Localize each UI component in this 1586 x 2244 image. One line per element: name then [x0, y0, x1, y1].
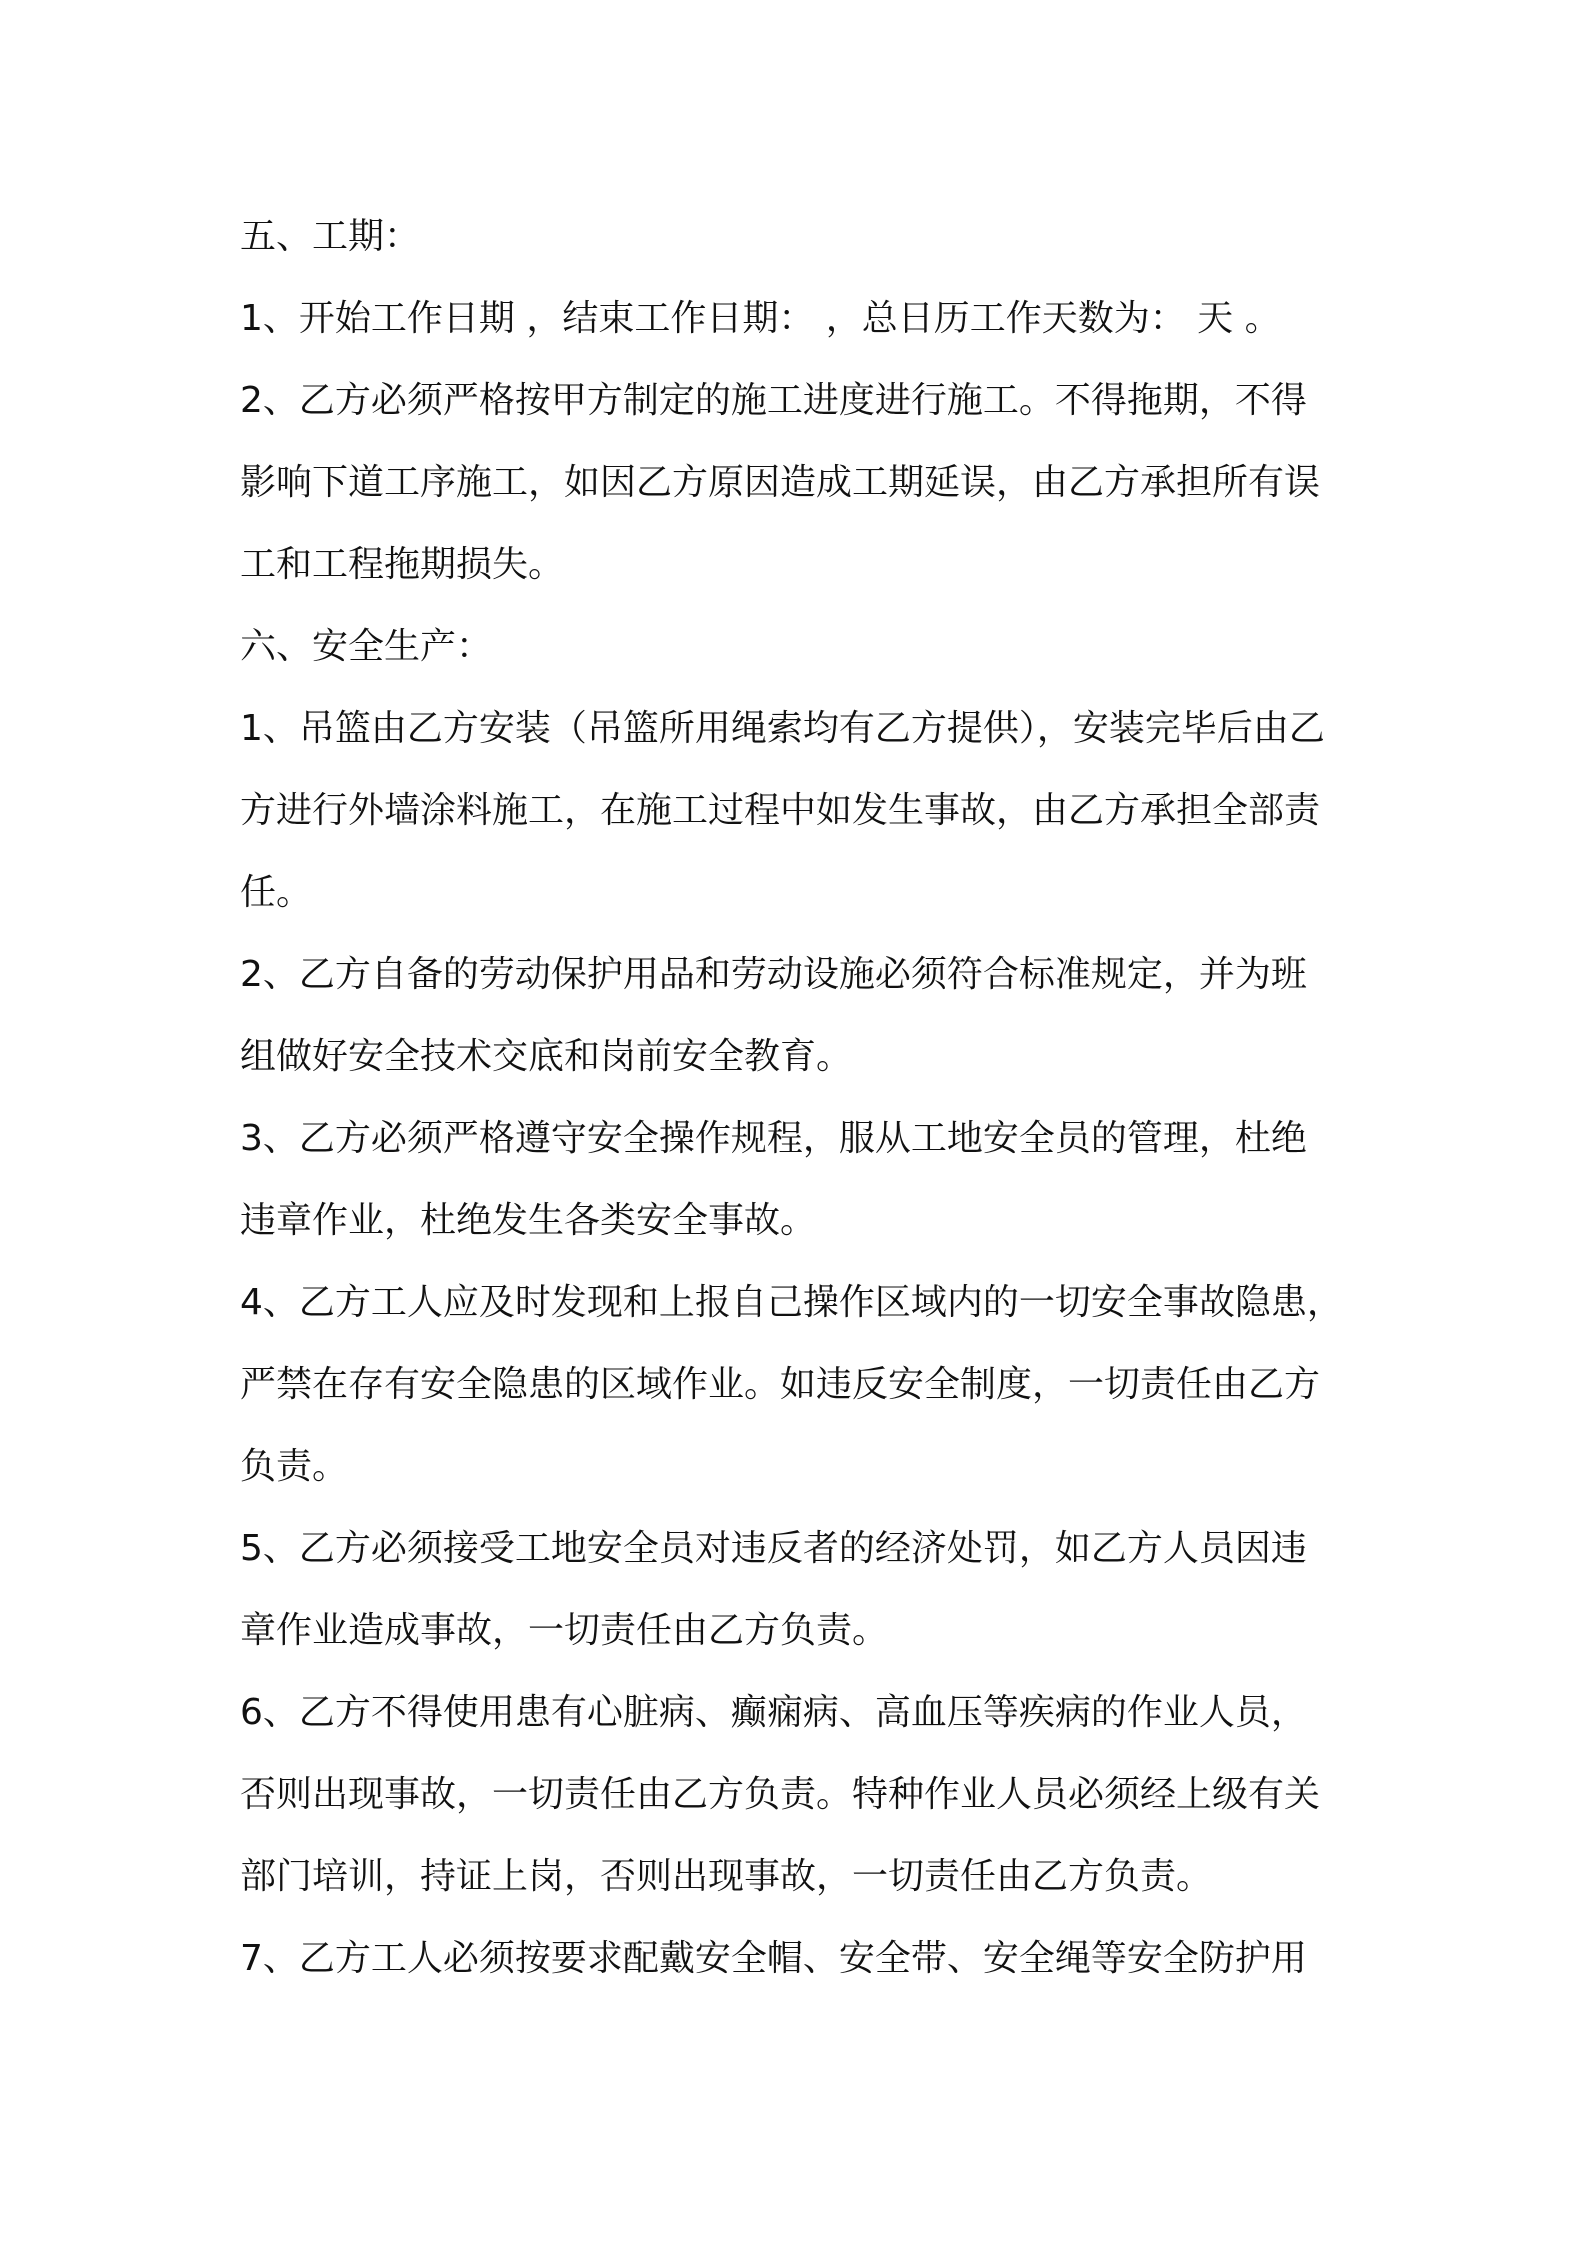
document-body [240, 196, 1370, 2000]
text-line: 影响下道工序施工，如因乙方原因造成工期延误，由乙方承担所有误 [240, 462, 1321, 503]
text-line: 2、乙方自备的劳动保护用品和劳动设施必须符合标准规定，并为班 [240, 954, 1307, 995]
text-line: 5、乙方必须接受工地安全员对违反者的经济处罚，如乙方人员因违 [240, 1528, 1307, 1569]
text-line: 3、乙方必须严格遵守安全操作规程，服从工地安全员的管理，杜绝 [240, 1118, 1307, 1159]
text-line: 组做好安全技术交底和岗前安全教育。 [240, 1036, 853, 1077]
text-line: 部门培训，持证上岗，否则出现事故，一切责任由乙方负责。 [240, 1856, 1213, 1897]
text-line: 任。 [240, 872, 313, 913]
text-line: 否则出现事故，一切责任由乙方负责。特种作业人员必须经上级有关 [240, 1774, 1321, 1815]
text-line: 2、乙方必须严格按甲方制定的施工进度进行施工。不得拖期，不得 [240, 380, 1307, 421]
section-heading-schedule: 五、工期： [240, 216, 421, 257]
text-line: 方进行外墙涂料施工，在施工过程中如发生事故，由乙方承担全部责 [240, 790, 1321, 831]
text-line: 1、吊篮由乙方安装（吊篮所用绳索均有乙方提供），安装完毕后由乙 [240, 708, 1325, 749]
text-line: 严禁在存有安全隐患的区域作业。如违反安全制度，一切责任由乙方 [240, 1364, 1321, 1405]
section-heading-safety: 六、安全生产： [240, 626, 493, 667]
text-line: 6、乙方不得使用患有心脏病、癫痫病、高血压等疾病的作业人员， [240, 1692, 1307, 1733]
text-line: 7、乙方工人必须按要求配戴安全帽、安全带、安全绳等安全防护用 [240, 1938, 1307, 1979]
text-line: 工和工程拖期损失。 [240, 544, 565, 585]
text-line: 负责。 [240, 1446, 349, 1487]
text-line: 违章作业，杜绝发生各类安全事故。 [240, 1200, 817, 1241]
text-line: 1、开始工作日期 ，结束工作日期： ，总日历工作天数为： 天 。 [240, 298, 1281, 339]
text-line: 4、乙方工人应及时发现和上报自己操作区域内的一切安全事故隐患， [240, 1282, 1343, 1323]
text-line: 章作业造成事故，一切责任由乙方负责。 [240, 1610, 889, 1651]
